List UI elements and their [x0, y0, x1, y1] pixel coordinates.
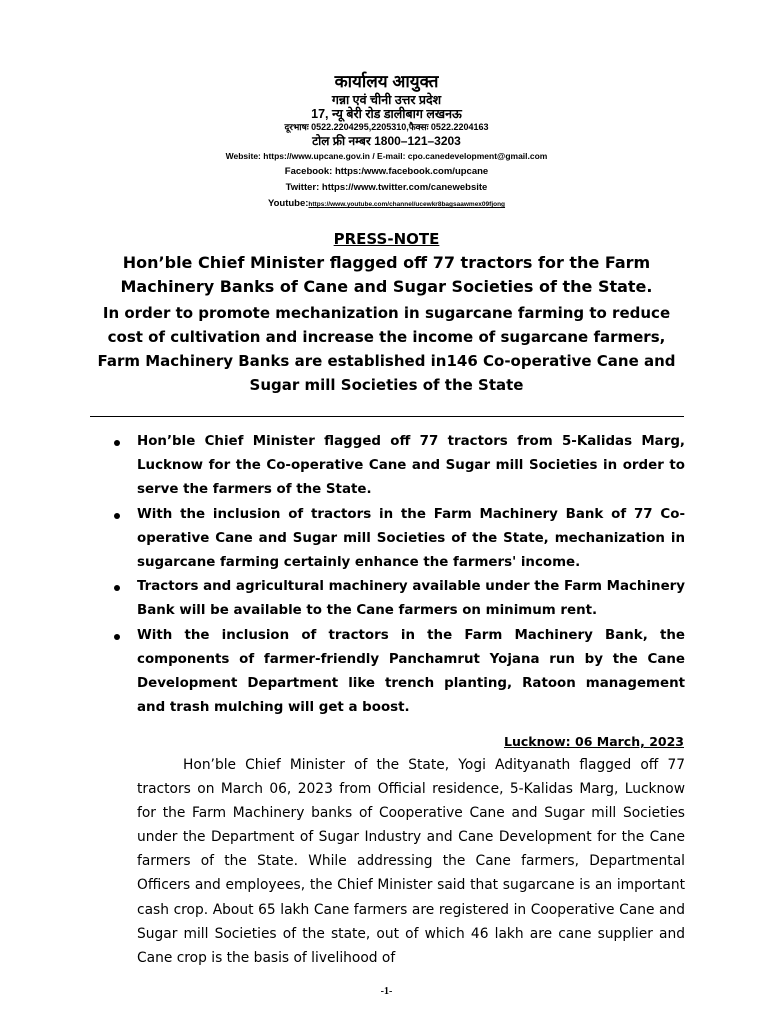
website-email-line: Website: https://www.upcane.gov.in / E-mail: cpo.canedevelopment@gmail.com	[225, 151, 548, 162]
highlights-list	[110, 430, 685, 720]
list-item	[110, 624, 685, 721]
youtube-label: Youtube:	[267, 198, 309, 210]
facebook-line: Facebook: https:/www.facebook.com/upcane	[284, 166, 489, 178]
list-item	[110, 503, 685, 576]
dateline: Lucknow: 06 March, 2023	[504, 734, 684, 749]
bullet-text: With the inclusion of tractors in the Farm Machinery Bank, the components of farmer-friendly Panchamrut Yojana run by the Cane Development Department like trench planting, Ratoon management and trash mulching will get a boost.	[137, 627, 685, 716]
bullet-text: Hon’ble Chief Minister flagged off 77 tractors from 5-Kalidas Marg, Lucknow for the Co-operative Cane and Sugar mill Societies in order to serve the farmers of the State.	[137, 434, 685, 498]
bullet-icon	[114, 513, 120, 519]
list-item	[110, 430, 685, 503]
phone-fax-line: दूरभाषः 0522.2204295,2205310,फैक्सः 0522.2204163	[284, 122, 489, 133]
letterhead	[0, 72, 773, 210]
press-note-header	[90, 228, 683, 397]
office-title: कार्यालय आयुक्त	[334, 72, 439, 91]
toll-free-number: टोल फ्री नम्बर 1800–121–3203	[312, 133, 461, 148]
bullet-icon	[114, 440, 120, 446]
youtube-line	[0, 199, 773, 210]
bullet-icon	[114, 634, 120, 640]
department-name: गन्ना एवं चीनी उत्तर प्रदेश	[331, 92, 442, 107]
youtube-url: https://www.youtube.com/channel/ucewkr8bagsaawmex09fjong	[308, 201, 506, 209]
horizontal-rule	[90, 416, 684, 417]
bullet-text: With the inclusion of tractors in the Farm Machinery Bank of 77 Co-operative Cane and Sugar mill Societies of the State, mechanization in sugarcane farming certainly enhance the farmers' income.	[137, 506, 685, 571]
bullet-text: Tractors and agricultural machinery available under the Farm Machinery Bank will be available to the Cane farmers on minimum rent.	[137, 579, 685, 619]
page-number: -1-	[380, 986, 393, 997]
twitter-line: Twitter: https://www.twitter.com/canewebsite	[285, 182, 488, 194]
body-paragraph: Hon’ble Chief Minister of the State, Yogi Adityanath flagged off 77 tractors on March 06, 2023 from Official residence, 5-Kalidas Marg, Lucknow for the Farm Machinery banks of Cooperative Cane and Sugar mill Societies under the Department of Sugar Industry and Cane Development for the Cane farmers of the State. While addressing the Cane farmers, Departmental Officers and employees, the Chief Minister said that sugarcane is an important cash crop. About 65 lakh Cane farmers are registered in Cooperative Cane and Sugar mill Societies of the state, out of which 46 lakh are cane supplier and Cane crop is the basis of livelihood of	[137, 757, 685, 966]
press-note-title: PRESS-NOTE	[333, 230, 440, 248]
bullet-icon	[114, 585, 120, 591]
headline: Hon’ble Chief Minister flagged off 77 tractors for the Farm Machinery Banks of Cane and Sugar Societies of the State.	[120, 253, 653, 296]
list-item	[110, 575, 685, 623]
subheadline: In order to promote mechanization in sugarcane farming to reduce cost of cultivation and increase the income of sugarcane farmers, Farm Machinery Banks are established in146 Co-operative Cane and Sugar mill Societies of the State	[97, 304, 676, 394]
office-address: 17, न्यू बेरी रोड डालीबाग लखनऊ	[311, 106, 462, 121]
